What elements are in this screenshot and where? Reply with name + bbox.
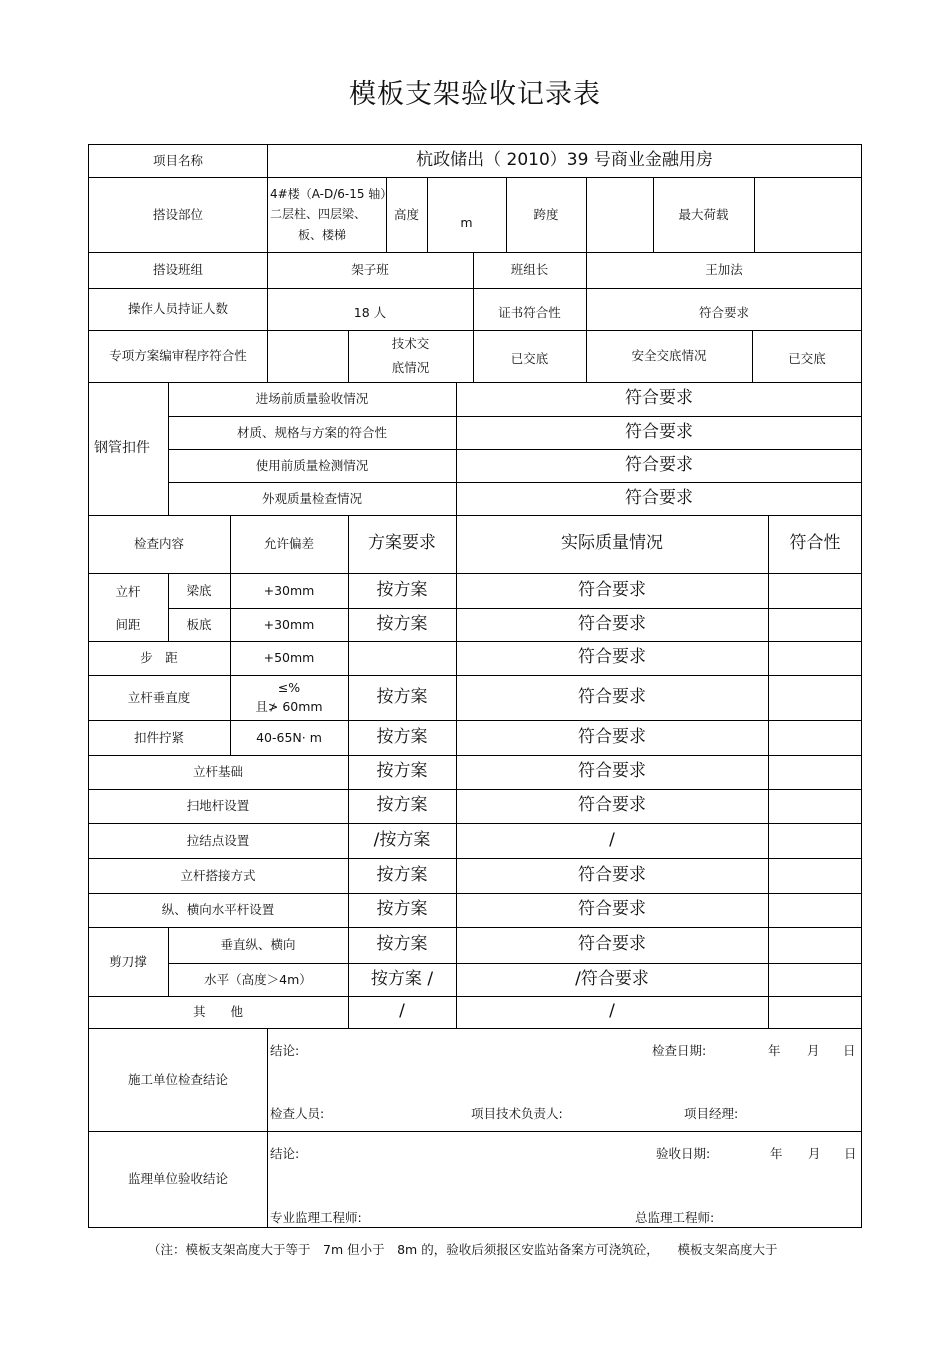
leader-value: 王加法 [705, 262, 743, 278]
supervisor-chief: 总监理工程师: [635, 1210, 715, 1225]
steel-label: 钢管扣件 [94, 439, 150, 456]
check-plan: 按方案 [376, 761, 428, 782]
header-conformity: 符合性 [789, 533, 841, 554]
contractor-date-label: 检查日期: [652, 1043, 707, 1058]
certified-label: 操作人员持证人数 [127, 301, 228, 317]
check-actual: 符合要求 [578, 864, 646, 885]
grid-line [768, 515, 769, 1028]
bracing-actual: /符合要求 [575, 968, 649, 989]
bracing-label: 剪刀撑 [109, 953, 147, 969]
safety-label: 安全交底情况 [631, 348, 707, 364]
check-label: 立杆搭接方式 [180, 867, 256, 883]
pole-spacing-label: 立杆 [115, 583, 141, 599]
location-line: 4#楼（A-D/6-15 轴） [270, 186, 393, 201]
header-tolerance: 允许偏差 [263, 536, 314, 552]
header-plan: 方案要求 [368, 533, 436, 554]
check-plan: /按方案 [373, 829, 431, 850]
spacing-sub: 板底 [186, 616, 212, 632]
supervisor-engineer: 专业监理工程师: [270, 1210, 362, 1225]
team-label: 搭设班组 [152, 262, 203, 278]
project-value: 杭政储出（ 2010）39 号商业金融用房 [416, 149, 713, 170]
check-actual: / [609, 829, 615, 850]
steel-item-name: 进场前质量验收情况 [255, 391, 369, 407]
grid-line [88, 1227, 862, 1228]
header-actual: 实际质量情况 [561, 533, 663, 554]
project-label: 项目名称 [152, 152, 203, 168]
check-actual: 符合要求 [578, 899, 646, 920]
fastener-actual: 符合要求 [578, 726, 646, 747]
location-value [267, 177, 393, 252]
spacing-actual: 符合要求 [578, 613, 646, 634]
check-label: 纵、横向水平杆设置 [161, 902, 275, 918]
steel-item-name: 材质、规格与方案的符合性 [236, 424, 387, 440]
contractor-day: 日 [843, 1043, 856, 1058]
other-label: 其 他 [192, 1004, 243, 1020]
check-label: 拉结点设置 [186, 832, 250, 848]
steel-item-name: 使用前质量检测情况 [255, 457, 369, 473]
bracing-plan: 按方案 [376, 934, 428, 955]
bracing-plan: 按方案 / [370, 968, 434, 989]
spacing-sub: 梁底 [186, 582, 212, 598]
vertical-tol-line: ≤% [277, 679, 301, 695]
spacing-tol: +30mm [263, 616, 315, 632]
tech-value: 已交底 [510, 351, 549, 367]
spacing-tol: +30mm [263, 582, 315, 598]
check-plan: 按方案 [376, 864, 428, 885]
vertical-label: 立杆垂直度 [127, 689, 191, 705]
leader-label: 班组长 [510, 262, 549, 278]
vertical-actual: 符合要求 [578, 686, 646, 707]
step-plan [348, 641, 456, 675]
fastener-tol: 40-65N· m [256, 729, 322, 745]
check-plan: 按方案 [376, 795, 428, 816]
supervisor-day: 日 [844, 1146, 857, 1161]
contractor-inspector: 检查人员: [270, 1106, 325, 1121]
max-load-label: 最大荷载 [678, 206, 729, 222]
location-label: 搭设部位 [152, 206, 203, 222]
step-actual: 符合要求 [578, 647, 646, 668]
other-plan: / [399, 1001, 405, 1022]
contractor-label: 施工单位检查结论 [127, 1071, 228, 1087]
supervisor-year: 年 [770, 1146, 783, 1161]
check-actual: 符合要求 [578, 795, 646, 816]
plan-label: 专项方案编审程序符合性 [109, 348, 247, 364]
supervisor-month: 月 [808, 1146, 821, 1161]
cert-value: 符合要求 [698, 305, 749, 321]
contractor-tech-lead: 项目技术负责人: [471, 1106, 563, 1121]
contractor-conclusion: 结论: [270, 1043, 300, 1058]
supervisor-label: 监理单位验收结论 [127, 1171, 228, 1187]
steel-item-value: 符合要求 [625, 487, 693, 508]
fastener-label: 扣件拧紧 [133, 729, 184, 745]
safety-value: 已交底 [788, 351, 826, 367]
vertical-tol [230, 675, 348, 720]
check-label: 扫地杆设置 [186, 798, 250, 814]
steel-item-name: 外观质量检查情况 [261, 490, 362, 506]
bracing-actual: 符合要求 [578, 934, 646, 955]
tech-label [348, 330, 473, 382]
steel-item-value: 符合要求 [625, 421, 693, 442]
bracing-sub: 水平（高度＞4m） [204, 971, 312, 987]
height-unit: m [460, 215, 473, 231]
spacing-plan: 按方案 [376, 579, 428, 600]
bracing-sub: 垂直纵、横向 [220, 937, 296, 953]
team-value: 架子班 [351, 262, 389, 278]
location-line: 板、楼梯 [298, 227, 347, 242]
check-actual: 符合要求 [578, 761, 646, 782]
pole-spacing-label: 间距 [115, 616, 141, 632]
span-label: 跨度 [533, 206, 559, 222]
steel-item-value: 符合要求 [625, 388, 693, 409]
steel-item-value: 符合要求 [625, 454, 693, 475]
height-label: 高度 [393, 206, 419, 222]
contractor-manager: 项目经理: [684, 1106, 739, 1121]
certified-value: 18 人 [353, 305, 387, 321]
vertical-tol-line: 且≯ 60mm [255, 698, 323, 714]
fastener-plan: 按方案 [376, 726, 428, 747]
step-tol: +50mm [263, 650, 315, 666]
spacing-actual: 符合要求 [578, 579, 646, 600]
page-title: 模板支架验收记录表 [349, 79, 601, 110]
supervisor-conclusion: 结论: [270, 1146, 300, 1161]
tech-label-line: 技术交 [391, 336, 430, 352]
tech-label-line: 底情况 [391, 360, 430, 375]
check-label: 立杆基础 [192, 764, 243, 780]
step-label: 步 距 [140, 650, 178, 666]
other-actual: / [609, 1001, 615, 1022]
footnote: （注：模板支架高度大于等于 7m 但小于 8m 的，验收后须报区安监站备案方可浇筑砼， 模板支架高度大于 [148, 1242, 778, 1257]
header-content: 检查内容 [133, 536, 184, 552]
location-line: 二层柱、四层梁、 [270, 207, 367, 222]
vertical-plan: 按方案 [376, 686, 428, 707]
contractor-month: 月 [807, 1043, 820, 1058]
cert-label: 证书符合性 [498, 305, 561, 321]
check-plan: 按方案 [376, 899, 428, 920]
contractor-year: 年 [768, 1043, 781, 1058]
spacing-plan: 按方案 [376, 613, 428, 634]
supervisor-date-label: 验收日期: [656, 1146, 711, 1161]
grid-line [754, 177, 755, 252]
